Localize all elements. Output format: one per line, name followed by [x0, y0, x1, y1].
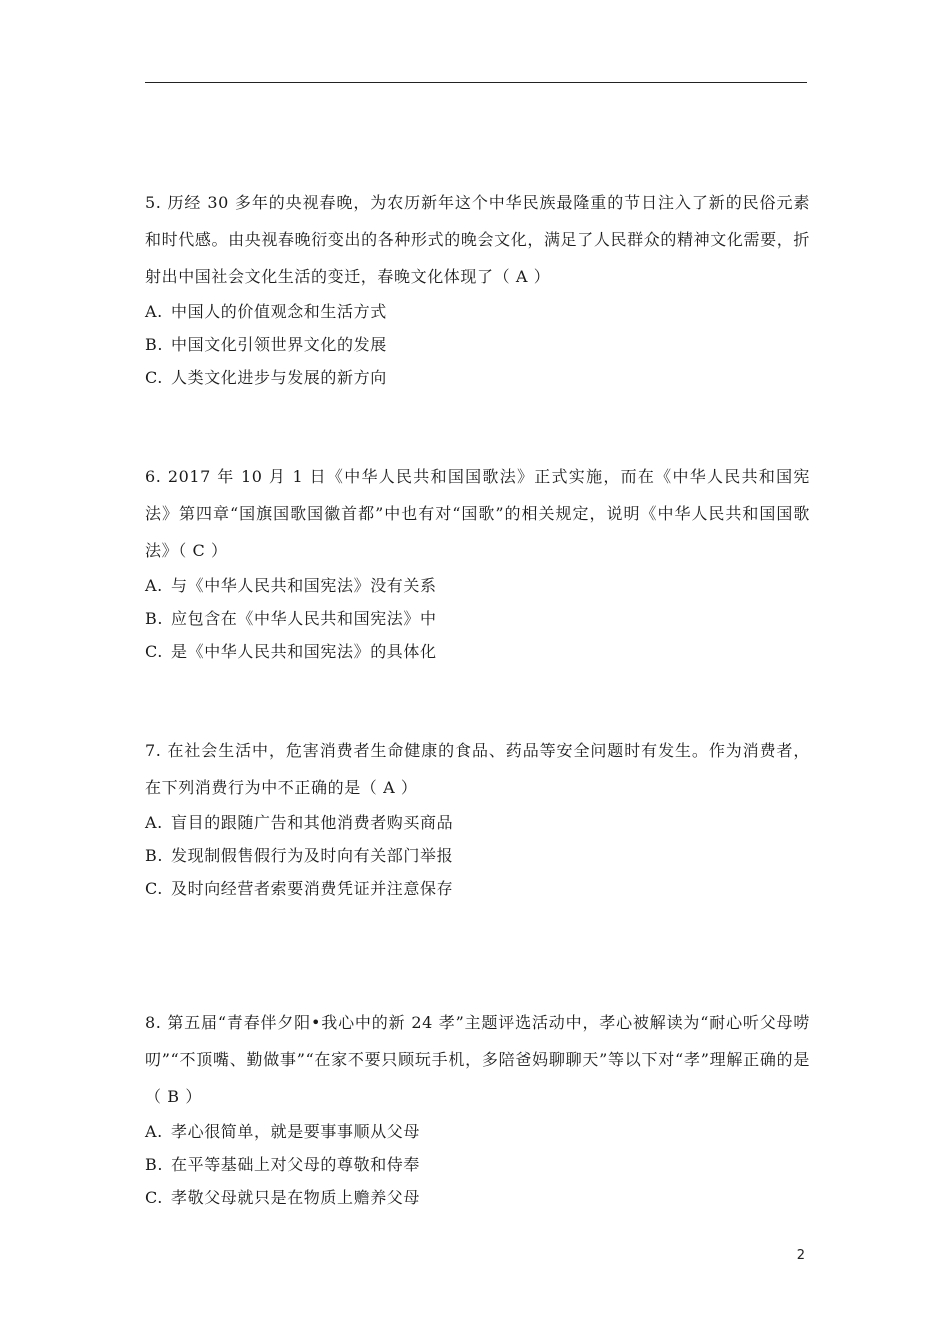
- option-label: B.: [145, 1155, 164, 1174]
- question-stem: 5. 历经 30 多年的央视春晚，为农历新年这个中华民族最隆重的节日注入了新的民俗元素和时代感。由央视春晚衍变出的各种形式的晚会文化，满足了人民群众的精神文化需要，折射出中国社会文化生活的变迁，春晚文化体现了（ A ）: [145, 193, 810, 286]
- option-b: [145, 839, 810, 872]
- option-b: [145, 602, 810, 635]
- question-stem: 7. 在社会生活中，危害消费者生命健康的食品、药品等安全问题时有发生。作为消费者，在下列消费行为中不正确的是（ A ）: [145, 741, 810, 797]
- question-8: [145, 1004, 810, 1214]
- option-c: [145, 635, 810, 668]
- option-c: [145, 361, 810, 394]
- option-label: A.: [145, 576, 163, 595]
- question-7: [145, 732, 810, 905]
- option-label: B.: [145, 335, 164, 354]
- option-label: C.: [145, 1188, 163, 1207]
- option-text: 发现制假售假行为及时向有关部门举报: [171, 846, 454, 865]
- page-number: 2: [796, 1248, 805, 1263]
- option-text: 应包含在《中华人民共和国宪法》中: [171, 609, 437, 628]
- option-list: [145, 806, 810, 905]
- option-text: 与《中华人民共和国宪法》没有关系: [171, 576, 437, 595]
- option-list: [145, 295, 810, 394]
- question-stem: 6. 2017 年 10 月 1 日《中华人民共和国国歌法》正式实施，而在《中华人民共和国宪法》第四章“国旗国歌国徽首都”中也有对“国歌”的相关规定，说明《中华人民共和国国歌法》（ C ）: [145, 467, 810, 560]
- option-label: A.: [145, 813, 163, 832]
- option-text: 是《中华人民共和国宪法》的具体化: [171, 642, 437, 661]
- option-text: 及时向经营者索要消费凭证并注意保存: [171, 879, 454, 898]
- option-label: C.: [145, 879, 163, 898]
- question-stem: 8. 第五届“青春伴夕阳•我心中的新 24 孝”主题评选活动中，孝心被解读为“耐心听父母唠叨”“不顶嘴、勤做事”“在家不要只顾玩手机，多陪爸妈聊聊天”等以下对“孝”理解正确的是（ B ）: [145, 1013, 810, 1106]
- option-a: [145, 569, 810, 602]
- option-text: 孝心很简单，就是要事事顺从父母: [171, 1122, 421, 1141]
- option-text: 人类文化进步与发展的新方向: [171, 368, 387, 387]
- option-b: [145, 328, 810, 361]
- option-label: A.: [145, 1122, 163, 1141]
- option-a: [145, 1115, 810, 1148]
- option-b: [145, 1148, 810, 1181]
- option-c: [145, 1181, 810, 1214]
- header-rule: [145, 82, 807, 83]
- question-5: [145, 184, 810, 394]
- option-label: C.: [145, 368, 163, 387]
- option-label: B.: [145, 609, 164, 628]
- option-label: A.: [145, 302, 163, 321]
- option-text: 中国人的价值观念和生活方式: [171, 302, 387, 321]
- option-text: 盲目的跟随广告和其他消费者购买商品: [171, 813, 454, 832]
- option-list: [145, 569, 810, 668]
- option-list: [145, 1115, 810, 1214]
- option-a: [145, 806, 810, 839]
- question-6: [145, 458, 810, 668]
- option-label: B.: [145, 846, 164, 865]
- option-label: C.: [145, 642, 163, 661]
- option-c: [145, 872, 810, 905]
- option-text: 在平等基础上对父母的尊敬和侍奉: [171, 1155, 421, 1174]
- option-a: [145, 295, 810, 328]
- option-text: 孝敬父母就只是在物质上赡养父母: [171, 1188, 421, 1207]
- option-text: 中国文化引领世界文化的发展: [171, 335, 387, 354]
